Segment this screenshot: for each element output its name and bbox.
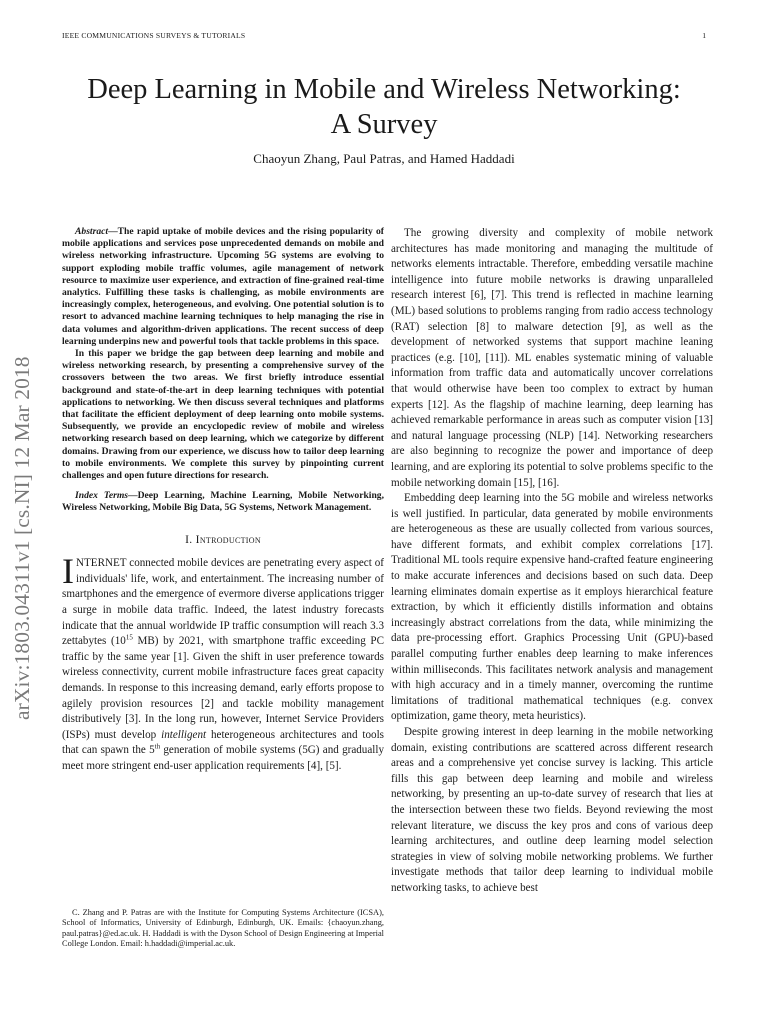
intro-mid-1: MB) by 2021, with smartphone traffic exceeding PC traffic by the same year [1]. Given the shift in user preference towards wireless connectivity, current mobile infrastructure faces great capacity demands. In response to this increasing demand, early efforts propose to agilely provision resources [2] and tackle mobility management distributively [3]. In the long run, however, Internet Service Providers (ISPs) must develop [62,635,384,741]
drop-cap: I [62,551,74,592]
abstract-paragraph-2: In this paper we bridge the gap between deep learning and mobile and wireless networking research, by presenting a comprehensive survey of the crossovers between the two areas. We first briefly introduce essential background and state-of-the-art in deep learning techniques with potential applications to networking. We then discuss several techniques and platforms that facilitate the efficient deployment of deep learning onto mobile systems. Subsequently, we provide an encyclopedic review of mobile and wireless networking research based on deep learning, which we categorize by different domains. Drawing from our experience, we discuss how to tailor deep learning to mobile environments. We complete this survey by pinpointing current challenges and open future directions for research. [62,348,384,482]
journal-header: IEEE COMMUNICATIONS SURVEYS & TUTORIALS [62,31,246,40]
abstract-text-1: —The rapid uptake of mobile devices and the rising popularity of mobile applications and services pose unprecedented demands on mobile and wireless networking infrastructure. Upcoming 5G systems are evolving to support exploding mobile traffic volumes, agile management of network resource to maximize user experience, and extraction of fine-grained real-time analytics. Fulfilling these tasks is challenging, as mobile environments are increasingly complex, heterogeneous, and evolving. One potential solution is to resort to advanced machine learning techniques to help managing the rise in data volumes and algorithm-driven applications. The recent success of deep learning underpins new and powerful tools that tackle problems in this space. [62,226,384,347]
right-paragraph-1: The growing diversity and complexity of mobile network architectures has made monitoring and managing the multitude of networks elements intractable. Therefore, embedding versatile machine intelligence into future mobile networks is drawing unparalleled research interest [6], [7]. This trend is reflected in machine learning (ML) based solutions to problems ranging from radio access technology (RAT) selection [8] to malware detection [9], as well as the development of networked systems that support machine leaning practices (e.g. [10], [11]). ML enables systematic mining of valuable information from traffic data and automatically uncover correlations that would otherwise have been too complex to extract by human experts [12]. As the flagship of machine learning, deep learning has achieved remarkable performance in areas such as computer vision [13] and natural language processing (NLP) [14]. Networking researchers are also beginning to recognize the power and importance of deep learning, and are exploring its potential to solve problems specific to the mobile networking domain [15], [16]. [391,227,713,489]
title-line-1: Deep Learning in Mobile and Wireless Networking: [87,74,681,105]
author-footnote: C. Zhang and P. Patras are with the Institute for Computing Systems Architecture (ICSA), School of Informatics, University of Edinburgh, Edinburgh, UK. Emails: {chaoyun.zhang, paul.patras}@ed.ac.uk. H. Haddadi is with the Dyson School of Design Engineering at Imperial College London. Email: h.haddadi@imperial.ac.uk. [62,908,384,948]
index-terms [62,490,384,514]
abstract-label: Abstract [75,226,109,237]
arxiv-stamp: arXiv:1803.04311v1 [cs.NI] 12 Mar 2018 [10,356,34,720]
section-heading-introduction [62,532,384,548]
intro-tail: generation of mobile systems (5G) and gradually meet more stringent end-user application requirements [4], [5]. [62,744,384,772]
authors: Chaoyun Zhang, Paul Patras, and Hamed Haddadi [253,151,515,166]
intro-italic-intelligent: intelligent [161,728,207,741]
index-terms-label: Index Terms [75,490,129,502]
paper-title [40,72,728,142]
page-number: 1 [702,31,706,40]
right-paragraph-2: Embedding deep learning into the 5G mobile and wireless networks is well justified. In particular, data generated by mobile environments are heterogeneous as these are usually collected from various sources, have different formats, and exhibit complex correlations [17]. Traditional ML tools require expensive hand-crafted feature engineering to make accurate inferences and decisions based on such data. Deep learning eliminates domain expertise as it employs hierarchical feature extraction, by which it efficiently distills information and obtains increasingly abstract correlations from the data, while minimizing the data pre-processing effort. Graphics Processing Unit (GPU)-based parallel computing further enables deep learning to make inferences within milliseconds. This facilitates network analysis and management with high accuracy and in a timely manner, overcoming the runtime limitations of traditional mathematical techniques (e.g. convex optimization, game theory, meta heuristics). [391,492,713,723]
intro-paragraph [62,551,385,774]
title-line-2: A Survey [330,109,438,140]
left-column [62,226,384,775]
index-terms-text: —Deep Learning, Machine Learning, Mobile Networking, Wireless Networking, Mobile Big Data, 5G Systems, Network Management. [62,490,384,514]
abstract-paragraph-1 [62,226,384,348]
section-title: Introduction [195,532,261,546]
right-column [391,226,713,897]
exponent-15: 15 [125,633,133,642]
abstract [62,226,384,482]
section-numeral: I. [185,532,193,546]
intro-lead: NTERNET connected mobile devices are penetrating every aspect of individuals' life, work, and entertainment. The increasing number of smartphones and the emergence of evermore diverse applications trigger a surge in mobile data traffic. Indeed, the latest industry forecasts indicate that the annual worldwide IP traffic consumption will reach 3.3 zettabytes (10 [62,557,385,648]
superscript-th: th [154,742,161,751]
intro-mid-2: heterogeneous architectures and tools that can spawn the 5 [62,728,384,757]
right-paragraph-3: Despite growing interest in deep learning in the mobile networking domain, existing contributions are scattered across different research areas and a comprehensive yet concise survey is lacking. This article fills this gap between deep learning and mobile and wireless networking, by presenting an up-to-date survey of research that lies at the intersection between these two fields. Beyond reviewing the most relevant literature, we discuss the key pros and cons of various deep learning architectures, and outline deep learning model selection strategies in view of solving mobile networking problems. We further investigate methods that tailor deep learning to individual mobile networking tasks, to achieve best [391,726,713,894]
